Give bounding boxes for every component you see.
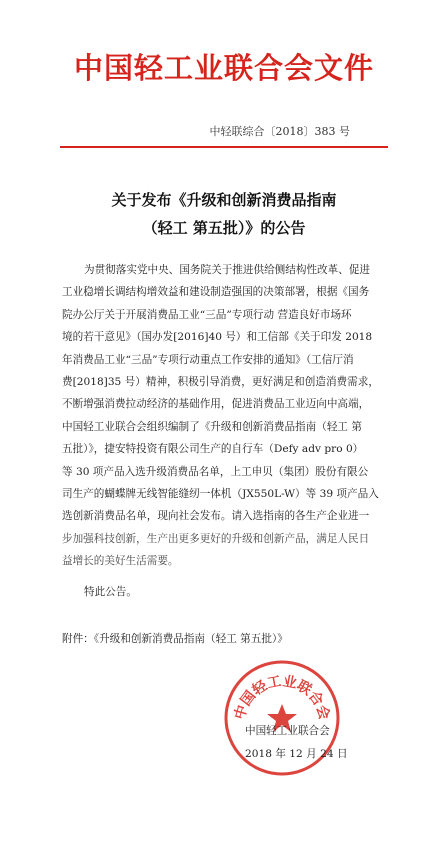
body-line: 工业稳增长调结构增效益和建设制造强国的决策部署，根据《国务 — [62, 286, 370, 299]
body-line: 境的若干意见》（国办发[2016]40 号）和工信部《关于印发 2018 — [62, 331, 373, 344]
body-line: 选创新消费品名单，现向社会发布。请入选指南的各生产企业进一 — [62, 510, 370, 523]
notice-title-line-1: 关于发布《升级和创新消费品指南 — [111, 191, 337, 209]
header-title: 中国轻工业联合会文件 — [73, 51, 374, 85]
body-line: 年消费品工业“三品”专项行动重点工作安排的通知》（工信厅消 — [62, 353, 354, 366]
document-number: 中轻联综合〔2018〕383 号 — [209, 125, 350, 138]
body-line: 司生产的蝴蝶牌无线智能缝纫一体机（JX550L-W）等 39 项产品入 — [62, 487, 379, 500]
body-line: 益增长的美好生活需要。 — [62, 555, 179, 568]
signing-organization: 中国轻工业联合会 — [245, 725, 330, 737]
signing-date: 2018 年 12 月 24 日 — [245, 748, 348, 760]
seal-text: 中国轻工业联合会 — [231, 673, 333, 722]
body-line: 费[2018]35 号）精神，积极引导消费，更好满足和创造消费需求， — [62, 375, 379, 388]
body-line: 为贯彻落实党中央、国务院关于推进供给侧结构性改革、促进 — [84, 264, 371, 276]
body-line: 五批）》，捷安特投资有限公司生产的自行车（Defy adv pro 0） — [62, 443, 364, 456]
notice-title-line-2: （轻工 第五批）》的公告 — [142, 219, 306, 237]
notice-title — [0, 186, 448, 242]
attachment-line: 附件：《升级和创新消费品指南（轻工 第五批）》 — [62, 633, 288, 645]
body-line: 步加强科技创新，生产出更多更好的升级和创新产品，满足人民日 — [62, 532, 370, 545]
body-line: 等 30 项产品入选升级消费品名单，上工申贝（集团）股份有限公 — [62, 465, 369, 478]
body-line: 不断增强消费拉动经济的基础作用，促进消费品工业迈向中高端， — [62, 398, 370, 411]
body-line: 中国轻工业联合会组织编制了《升级和创新消费品指南（轻工 第 — [62, 420, 362, 433]
header-divider — [60, 146, 388, 148]
notice-body — [62, 259, 385, 572]
closing-text: 特此公告。 — [84, 586, 137, 598]
body-line: 院办公厅关于开展消费品工业“三品”专项行动 营造良好市场环 — [62, 308, 352, 321]
